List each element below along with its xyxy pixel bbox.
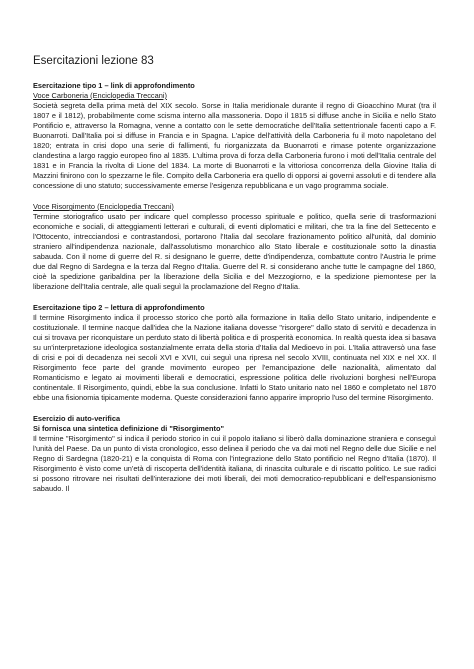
section2-heading: Esercitazione tipo 2 – lettura di approfondimento	[33, 303, 205, 312]
section2-text: Il termine Risorgimento indica il processo storico che portò alla formazione in Italia dello Stato unitario, indipendente e costituzionale. Il termine nacque dall'idea che la Nazione italiana dovesse "risorgere" dallo stato di servitù e decadenza in cui si trovava per riconquistare un perduto stato di libertà politica e di prosperità economica. In realtà questa idea si basava su un'interpretazione ideologica sostanzialmente errata della storia d'Italia dal Medioevo in poi. L'Italia attraversò una fase di crisi e poi di decadenza nei secoli XVI e XVII, cui seguì una ripresa nel secolo XVIII, continuata nel XIX e nel XX. Il Risorgimento fece parte del grande movimento europeo per l'emancipazione delle nazionalità, alimentato dal Romanticismo e legato ai movimenti liberali e democratici, espressione politica delle rivoluzioni borghesi nell'Europa continentale. Il Risorgimento, quindi, ebbe la sua conclusione. Infatti lo Stato unitario nato nel 1860 e completato nel 1870 ebbe una fisionomia tipicamente moderna. Queste considerazioni fanno apparire improprio l'uso del termine Risorgimento.	[33, 313, 436, 402]
section3-heading: Esercizio di auto-verifica	[33, 414, 121, 423]
section3-text: Il termine "Risorgimento" si indica il periodo storico in cui il popolo italiano si liberò dalla dominazione straniera e conseguì l'unità del Paese. Da un punto di vista cronologico, esso delinea il periodo che va dai moti nel Regno delle due Sicilie e nel Regno di Sardegna (1820-21) e la conquista di Roma con l'integrazione dello Stato pontificio nel Regno d'Italia (1870). Il Risorgimento è visto come un'età di riscoperta dell'identità italiana, di rinascita culturale e di riscatto politico. Le sue radici si possono ritrovare nei risultati dell'interazione dei moti liberali, dei moti democratico-repubblicani e dell'espansionismo sabaudo. Il	[33, 434, 436, 493]
link-carboneria[interactable]: Voce Carboneria (Enciclopedia Treccani)	[33, 91, 167, 100]
section1-heading: Esercitazione tipo 1 – link di approfondimento	[33, 81, 195, 90]
document-title: Esercitazioni lezione 83	[33, 55, 154, 67]
link-risorgimento[interactable]: Voce Risorgimento (Enciclopedia Treccani)	[33, 202, 174, 211]
carboneria-text: Società segreta della prima metà del XIX secolo. Sorse in Italia meridionale durante il regno di Gioacchino Murat (tra il 1807 e il 1812), probabilmente come scisma interno alla massoneria. Dopo il 1815 si diffuse anche in Sicilia e nello Stato Pontificio e, attraverso la Romagna, venne a contatto con le sette democratiche dell'Italia settentrionale facenti capo a F. Buonarroti. Dall'Italia poi si diffuse in Francia e in Spagna. L'apice dell'attività della Carboneria fu il moto napoletano del 1820; entrata in crisi dopo una serie di fallimenti, fu riorganizzata da Buonarroti e rimase potente organizzazione clandestina a largo raggio europeo fino al 1835. L'ultima prova di forza della Carboneria furono i moti dell'Italia centrale del 1831 e in Francia la rivolta di Lione del 1834. La morte di Buonarroti e la vittoriosa concorrenza della Giovine Italia di Mazzini finirono con lo spezzarne le file. Compito della Carboneria era quello di opporsi ai governi assoluti e di tendere alla concessione di uno statuto; successivamente emerse l'esigenza repubblicana e un vago programma sociale.	[33, 101, 436, 190]
risorgimento-text: Termine storiografico usato per indicare quel complesso processo spirituale e politico, quella serie di trasformazioni economiche e sociali, di atteggiamenti letterari e culturali, di eventi diplomatici e militari, che tra la fine del Settecento e l'Ottocento, intrecciandosi e contrastandosi, portarono l'Italia dal secolare frazionamento politico all'unità, dal dominio straniero all'indipendenza nazionale, dall'assolutismo monarchico allo Stato liberale e costituzionale sotto la dinastia sabauda. Con il nome di guerre del R. si designano le guerre, dette d'indipendenza, combattute contro l'Austria le prime due dal Regno di Sardegna e la terza dal Regno d'Italia. Guerre del R. si considerano anche tutte le campagne del 1860, cioè la spedizione garibaldina per la liberazione della Sicilia e del Mezzogiorno, e la spedizione piemontese per la liberazione dell'Italia centrale, alle quali seguì la proclamazione del Regno d'Italia.	[33, 212, 436, 291]
section3-subheading: Si fornisca una sintetica definizione di "Risorgimento"	[33, 424, 224, 433]
